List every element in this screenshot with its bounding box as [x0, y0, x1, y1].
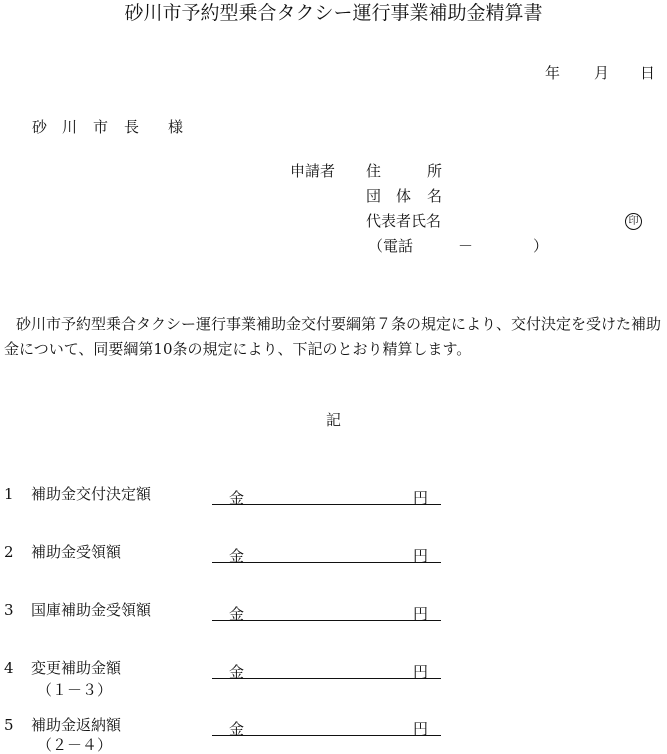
item-formula: （２－４）: [37, 736, 113, 754]
amount-prefix: 金: [229, 547, 245, 565]
item-number: 4: [4, 659, 14, 677]
item-label: 補助金返納額: [31, 716, 122, 734]
item-number: 2: [4, 543, 14, 561]
amount-prefix: 金: [229, 489, 245, 507]
amount-suffix: 円: [413, 720, 429, 738]
addressee-char: 砂: [32, 118, 48, 136]
amount-prefix: 金: [229, 663, 245, 681]
representative-label: 代表者氏名: [366, 212, 442, 230]
date-year-label: 年: [545, 64, 561, 82]
amount-field: [212, 603, 441, 621]
address-label-char: 所: [427, 162, 443, 180]
item-label: 補助金交付決定額: [31, 485, 152, 503]
organization-label-char: 名: [427, 187, 443, 205]
date-day-label: 日: [640, 64, 656, 82]
organization-label-char: 団: [366, 187, 382, 205]
addressee-honorific: 様: [168, 118, 184, 136]
amount-suffix: 円: [413, 605, 429, 623]
amount-prefix: 金: [229, 720, 245, 738]
organization-label-char: 体: [396, 187, 412, 205]
amount-prefix: 金: [229, 605, 245, 623]
addressee-char: 市: [93, 118, 109, 136]
amount-suffix: 円: [413, 489, 429, 507]
item-formula: （１－３）: [37, 681, 113, 699]
phone-close: ）: [533, 237, 549, 255]
amount-field: [212, 718, 441, 736]
amount-suffix: 円: [413, 663, 429, 681]
seal-mark: 印: [625, 213, 642, 230]
addressee-char: 長: [124, 118, 140, 136]
phone-open-label: （電話: [368, 237, 414, 255]
item-number: 3: [4, 601, 14, 619]
document-title: 砂川市予約型乗合タクシー運行事業補助金精算書: [124, 2, 543, 24]
address-label-char: 住: [366, 162, 382, 180]
item-number: 1: [4, 485, 14, 503]
section-heading: 記: [325, 411, 341, 429]
date-month-label: 月: [594, 64, 610, 82]
amount-field: [212, 545, 441, 563]
body-paragraph: 砂川市予約型乗合タクシー運行事業補助金交付要綱第７条の規定により、交付決定を受けた補助金について、同要綱第10条の規定により、下記のとおり精算します。: [4, 315, 662, 358]
amount-suffix: 円: [413, 547, 429, 565]
amount-field: [212, 487, 441, 505]
item-number: 5: [4, 716, 14, 734]
item-label: 国庫補助金受領額: [31, 601, 152, 619]
amount-field: [212, 661, 441, 679]
item-label: 補助金受領額: [31, 543, 122, 561]
phone-dash: －: [458, 237, 474, 255]
item-label: 変更補助金額: [31, 659, 122, 677]
applicant-label: 申請者: [290, 162, 336, 180]
addressee-char: 川: [62, 118, 78, 136]
